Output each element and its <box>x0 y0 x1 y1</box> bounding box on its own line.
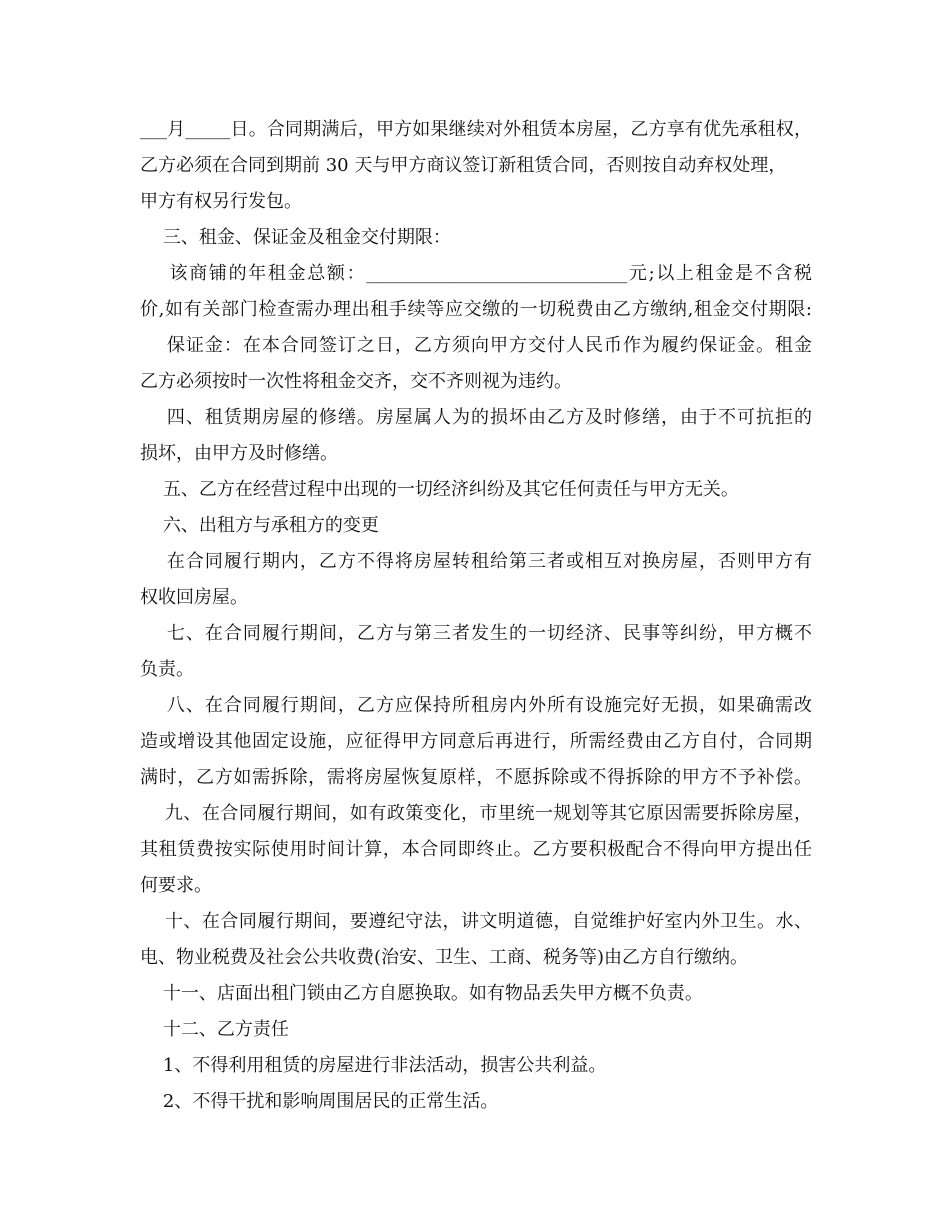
contract-text-line: 损坏，由甲方及时修缮。 <box>140 443 338 464</box>
contract-text-line: 造或增设其他固定设施，应征得甲方同意后再进行，所需经费由乙方自付，合同期 <box>140 731 812 752</box>
contract-text-line: 其租赁费按实际使用时间计算，本合同即终止。乙方要积极配合不得向甲方提出任 <box>140 839 812 860</box>
contract-text-line: 乙方必须按时一次性将租金交齐，交不齐则视为违约。 <box>140 371 572 392</box>
contract-text-line: 七、在合同履行期间，乙方与第三者发生的一切经济、民事等纠纷，甲方概不 <box>140 623 812 644</box>
contract-text-line: 何要求。 <box>140 875 212 896</box>
contract-text-line: 五、乙方在经营过程中出现的一切经济纠纷及其它任何责任与甲方无关。 <box>140 479 739 500</box>
contract-text-line: 在合同履行期内，乙方不得将房屋转租给第三者或相互对换房屋，否则甲方有 <box>140 551 812 572</box>
contract-text-line: 甲方有权另行发包。 <box>140 191 302 212</box>
contract-text-line: 乙方必须在合同到期前 30 天与甲方商议签订新租赁合同，否则按自动弃权处理， <box>140 155 787 176</box>
contract-text-line: 满时，乙方如需拆除，需将房屋恢复原样，不愿拆除或不得拆除的甲方不予补偿。 <box>140 767 812 788</box>
contract-text-line: 八、在合同履行期间，乙方应保持所租房内外所有设施完好无损，如果确需改 <box>140 695 812 716</box>
contract-text-line: 六、出租方与承租方的变更 <box>140 515 379 536</box>
contract-text-line: 负责。 <box>140 659 194 680</box>
contract-text-line: 电、物业税费及社会公共收费(治安、卫生、工商、税务等)由乙方自行缴纳。 <box>140 947 749 968</box>
contract-text-line: 十一、店面出租门锁由乙方自愿换取。如有物品丢失甲方概不负责。 <box>140 983 703 1004</box>
contract-text-line: 九、在合同履行期间，如有政策变化，市里统一规划等其它原因需要拆除房屋， <box>140 803 812 824</box>
contract-text-line: 该商铺的年租金总额：_____________________________元;以上租金是不含税 <box>140 263 812 284</box>
contract-text-line: 1、不得利用租赁的房屋进行非法活动，损害公共利益。 <box>140 1055 607 1076</box>
contract-text-line: 三、租金、保证金及租金交付期限： <box>140 227 451 248</box>
contract-text-line: 十、在合同履行期间，要遵纪守法，讲文明道德，自觉维护好室内外卫生。水、 <box>140 911 812 932</box>
contract-text-line: 2、不得干扰和影响周围居民的正常生活。 <box>140 1091 499 1112</box>
contract-text-line: 十二、乙方责任 <box>140 1019 289 1040</box>
contract-text-line: 保证金：在本合同签订之日，乙方须向甲方交付人民币作为履约保证金。租金 <box>140 335 812 356</box>
contract-text-line: 价,如有关部门检查需办理出租手续等应交缴的一切税费由乙方缴纳,租金交付期限: <box>140 299 812 320</box>
contract-text-line: ___月_____日。合同期满后，甲方如果继续对外租赁本房屋，乙方享有优先承租权， <box>140 119 812 140</box>
contract-text-line: 权收回房屋。 <box>140 587 248 608</box>
contract-body <box>140 112 812 1120</box>
contract-text-line: 四、租赁期房屋的修缮。房屋属人为的损坏由乙方及时修缮，由于不可抗拒的 <box>140 407 812 428</box>
